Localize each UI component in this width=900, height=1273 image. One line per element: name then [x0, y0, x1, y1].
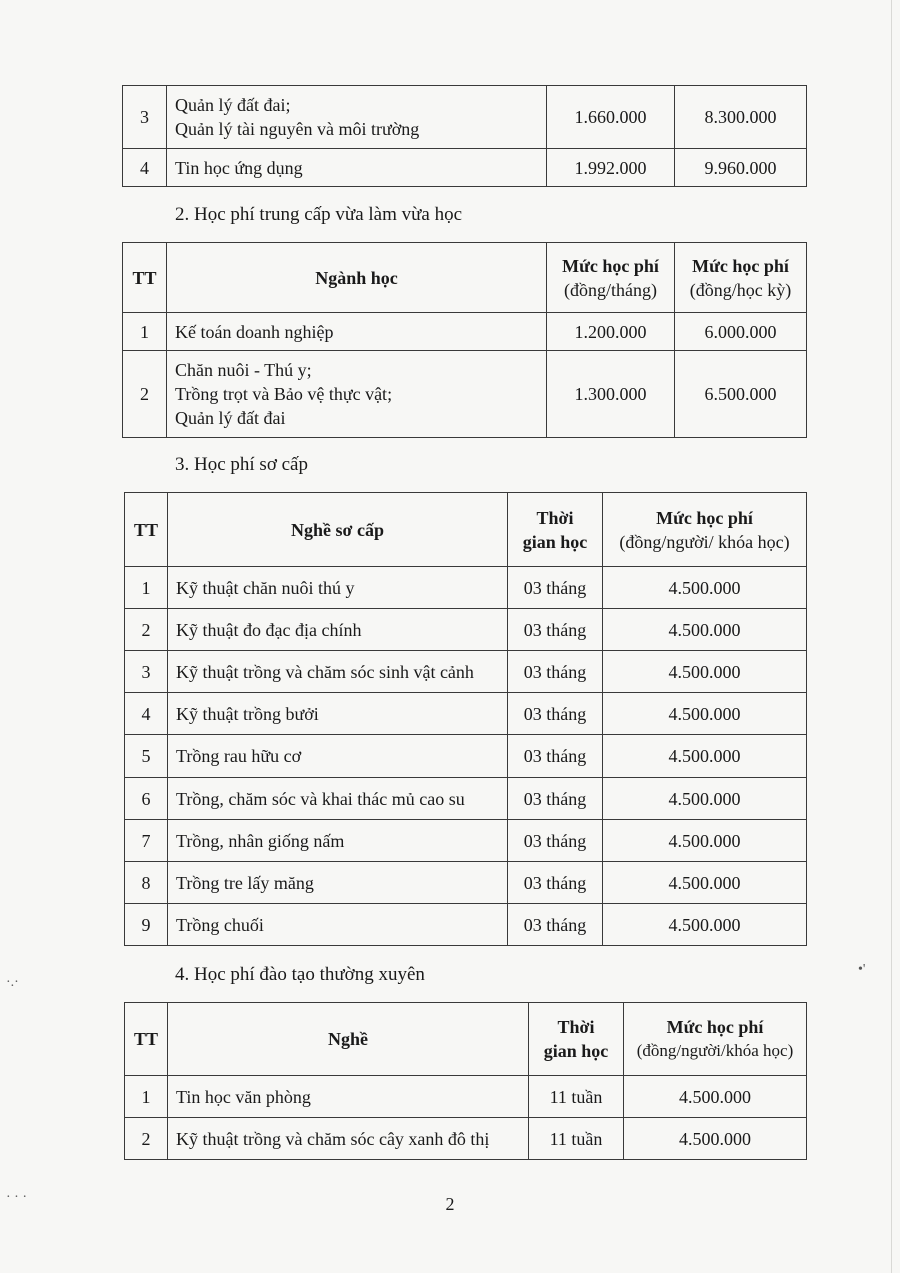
table-elementary-fees — [124, 492, 807, 946]
table-fees-continued — [122, 85, 807, 187]
section-4-heading: 4. Học phí đào tạo thường xuyên — [175, 964, 425, 985]
row-trade: Trồng rau hữu cơ — [168, 735, 508, 778]
row-fee: 4.500.000 — [603, 651, 807, 693]
row-tt: 2 — [125, 609, 168, 651]
scan-speck: · · · — [6, 1190, 27, 1205]
row-tt: 3 — [125, 651, 168, 693]
row-tt: 2 — [123, 351, 167, 438]
row-fee-month: 1.300.000 — [547, 351, 675, 438]
row-fee-month: 1.200.000 — [547, 313, 675, 351]
header-duration — [508, 493, 603, 567]
row-major: Kế toán doanh nghiệp — [167, 313, 547, 351]
scan-speck: •' — [858, 962, 866, 977]
row-fee: 4.500.000 — [603, 904, 807, 946]
page-edge — [891, 0, 892, 1273]
row-fee: 4.500.000 — [603, 862, 807, 904]
row-fee-term: 6.000.000 — [675, 313, 807, 351]
header-duration — [529, 1003, 624, 1076]
row-duration: 03 tháng — [508, 904, 603, 946]
row-tt: 7 — [125, 820, 168, 862]
major-line: Quản lý đất đai; — [175, 95, 291, 115]
header-fee-label: Mức học phí — [666, 1017, 764, 1037]
row-fee-term: 9.960.000 — [675, 149, 807, 187]
header-duration-line1: Thời — [536, 507, 574, 528]
header-duration-line2: gian học — [522, 531, 588, 552]
row-trade: Kỹ thuật chăn nuôi thú y — [168, 567, 508, 609]
row-tt: 9 — [125, 904, 168, 946]
row-tt: 3 — [123, 86, 167, 149]
row-trade: Trồng, chăm sóc và khai thác mủ cao su — [168, 778, 508, 820]
row-trade: Trồng tre lấy măng — [168, 862, 508, 904]
row-major: Tin học ứng dụng — [167, 149, 547, 187]
header-fee-month — [547, 243, 675, 313]
header-fee-term-unit: (đồng/học kỳ) — [689, 279, 792, 300]
header-duration-line2: gian học — [543, 1041, 609, 1061]
row-duration: 03 tháng — [508, 693, 603, 735]
row-trade: Kỹ thuật trồng và chăm sóc cây xanh đô thị — [168, 1118, 529, 1160]
table-row — [125, 862, 807, 904]
row-tt: 5 — [125, 735, 168, 778]
row-fee: 4.500.000 — [624, 1076, 807, 1118]
major-line: Chăn nuôi - Thú y; — [175, 360, 312, 380]
section-3-heading: 3. Học phí sơ cấp — [175, 454, 308, 475]
table-row — [125, 735, 807, 778]
row-duration: 03 tháng — [508, 651, 603, 693]
row-tt: 4 — [125, 693, 168, 735]
major-line: Quản lý đất đai — [175, 408, 286, 428]
table-row — [125, 1118, 807, 1160]
row-tt: 8 — [125, 862, 168, 904]
major-line: Quản lý tài nguyên và môi trường — [175, 119, 420, 139]
header-fee-unit: (đồng/người/khóa học) — [636, 1041, 794, 1060]
header-fee-month-label: Mức học phí — [562, 255, 659, 276]
row-duration: 03 tháng — [508, 609, 603, 651]
row-tt: 6 — [125, 778, 168, 820]
row-fee-month: 1.992.000 — [547, 149, 675, 187]
section-2-heading: 2. Học phí trung cấp vừa làm vừa học — [175, 204, 463, 225]
row-fee: 4.500.000 — [624, 1118, 807, 1160]
major-line: Trồng trọt và Bảo vệ thực vật; — [175, 384, 393, 404]
row-fee: 4.500.000 — [603, 609, 807, 651]
row-fee: 4.500.000 — [603, 693, 807, 735]
header-trade: Nghề — [168, 1003, 529, 1076]
header-fee — [624, 1003, 807, 1076]
row-tt: 4 — [123, 149, 167, 187]
page-number: 2 — [445, 1194, 455, 1214]
scan-speck: ·.· — [6, 975, 19, 990]
header-trade: Nghề sơ cấp — [168, 493, 508, 567]
table-intermediate-fees — [122, 242, 807, 438]
row-duration: 03 tháng — [508, 820, 603, 862]
row-fee: 4.500.000 — [603, 735, 807, 778]
header-fee-term-label: Mức học phí — [692, 255, 789, 276]
header-tt: TT — [125, 493, 168, 567]
row-tt: 2 — [125, 1118, 168, 1160]
header-major: Ngành học — [167, 243, 547, 313]
header-tt: TT — [123, 243, 167, 313]
header-duration-line1: Thời — [557, 1017, 595, 1037]
header-fee-term — [675, 243, 807, 313]
table-row — [123, 86, 807, 149]
table-regular-training-fees — [124, 1002, 807, 1160]
header-fee — [603, 493, 807, 567]
table-row — [125, 567, 807, 609]
header-fee-unit: (đồng/người/ khóa học) — [619, 531, 790, 552]
row-trade: Tin học văn phòng — [168, 1076, 529, 1118]
row-major — [167, 86, 547, 149]
row-fee-term: 6.500.000 — [675, 351, 807, 438]
row-trade: Kỹ thuật trồng và chăm sóc sinh vật cảnh — [168, 651, 508, 693]
row-duration: 03 tháng — [508, 778, 603, 820]
row-duration: 03 tháng — [508, 567, 603, 609]
row-fee: 4.500.000 — [603, 567, 807, 609]
row-trade: Trồng chuối — [168, 904, 508, 946]
table-row — [125, 651, 807, 693]
header-fee-label: Mức học phí — [656, 507, 753, 528]
table-header-row — [125, 493, 807, 567]
row-fee: 4.500.000 — [603, 778, 807, 820]
row-trade: Trồng, nhân giống nấm — [168, 820, 508, 862]
table-row — [123, 149, 807, 187]
table-row — [125, 820, 807, 862]
row-fee-term: 8.300.000 — [675, 86, 807, 149]
row-tt: 1 — [123, 313, 167, 351]
table-row — [125, 1076, 807, 1118]
row-duration: 03 tháng — [508, 735, 603, 778]
row-major — [167, 351, 547, 438]
row-duration: 11 tuần — [529, 1076, 624, 1118]
table-header-row — [125, 1003, 807, 1076]
row-trade: Kỹ thuật đo đạc địa chính — [168, 609, 508, 651]
table-row — [125, 778, 807, 820]
row-tt: 1 — [125, 567, 168, 609]
table-header-row — [123, 243, 807, 313]
row-duration: 11 tuần — [529, 1118, 624, 1160]
header-tt: TT — [125, 1003, 168, 1076]
table-row — [125, 904, 807, 946]
table-row — [125, 693, 807, 735]
row-fee-month: 1.660.000 — [547, 86, 675, 149]
row-trade: Kỹ thuật trồng bưởi — [168, 693, 508, 735]
table-row — [123, 313, 807, 351]
table-row — [123, 351, 807, 438]
header-fee-month-unit: (đồng/tháng) — [564, 279, 657, 300]
row-duration: 03 tháng — [508, 862, 603, 904]
row-fee: 4.500.000 — [603, 820, 807, 862]
row-tt: 1 — [125, 1076, 168, 1118]
table-row — [125, 609, 807, 651]
